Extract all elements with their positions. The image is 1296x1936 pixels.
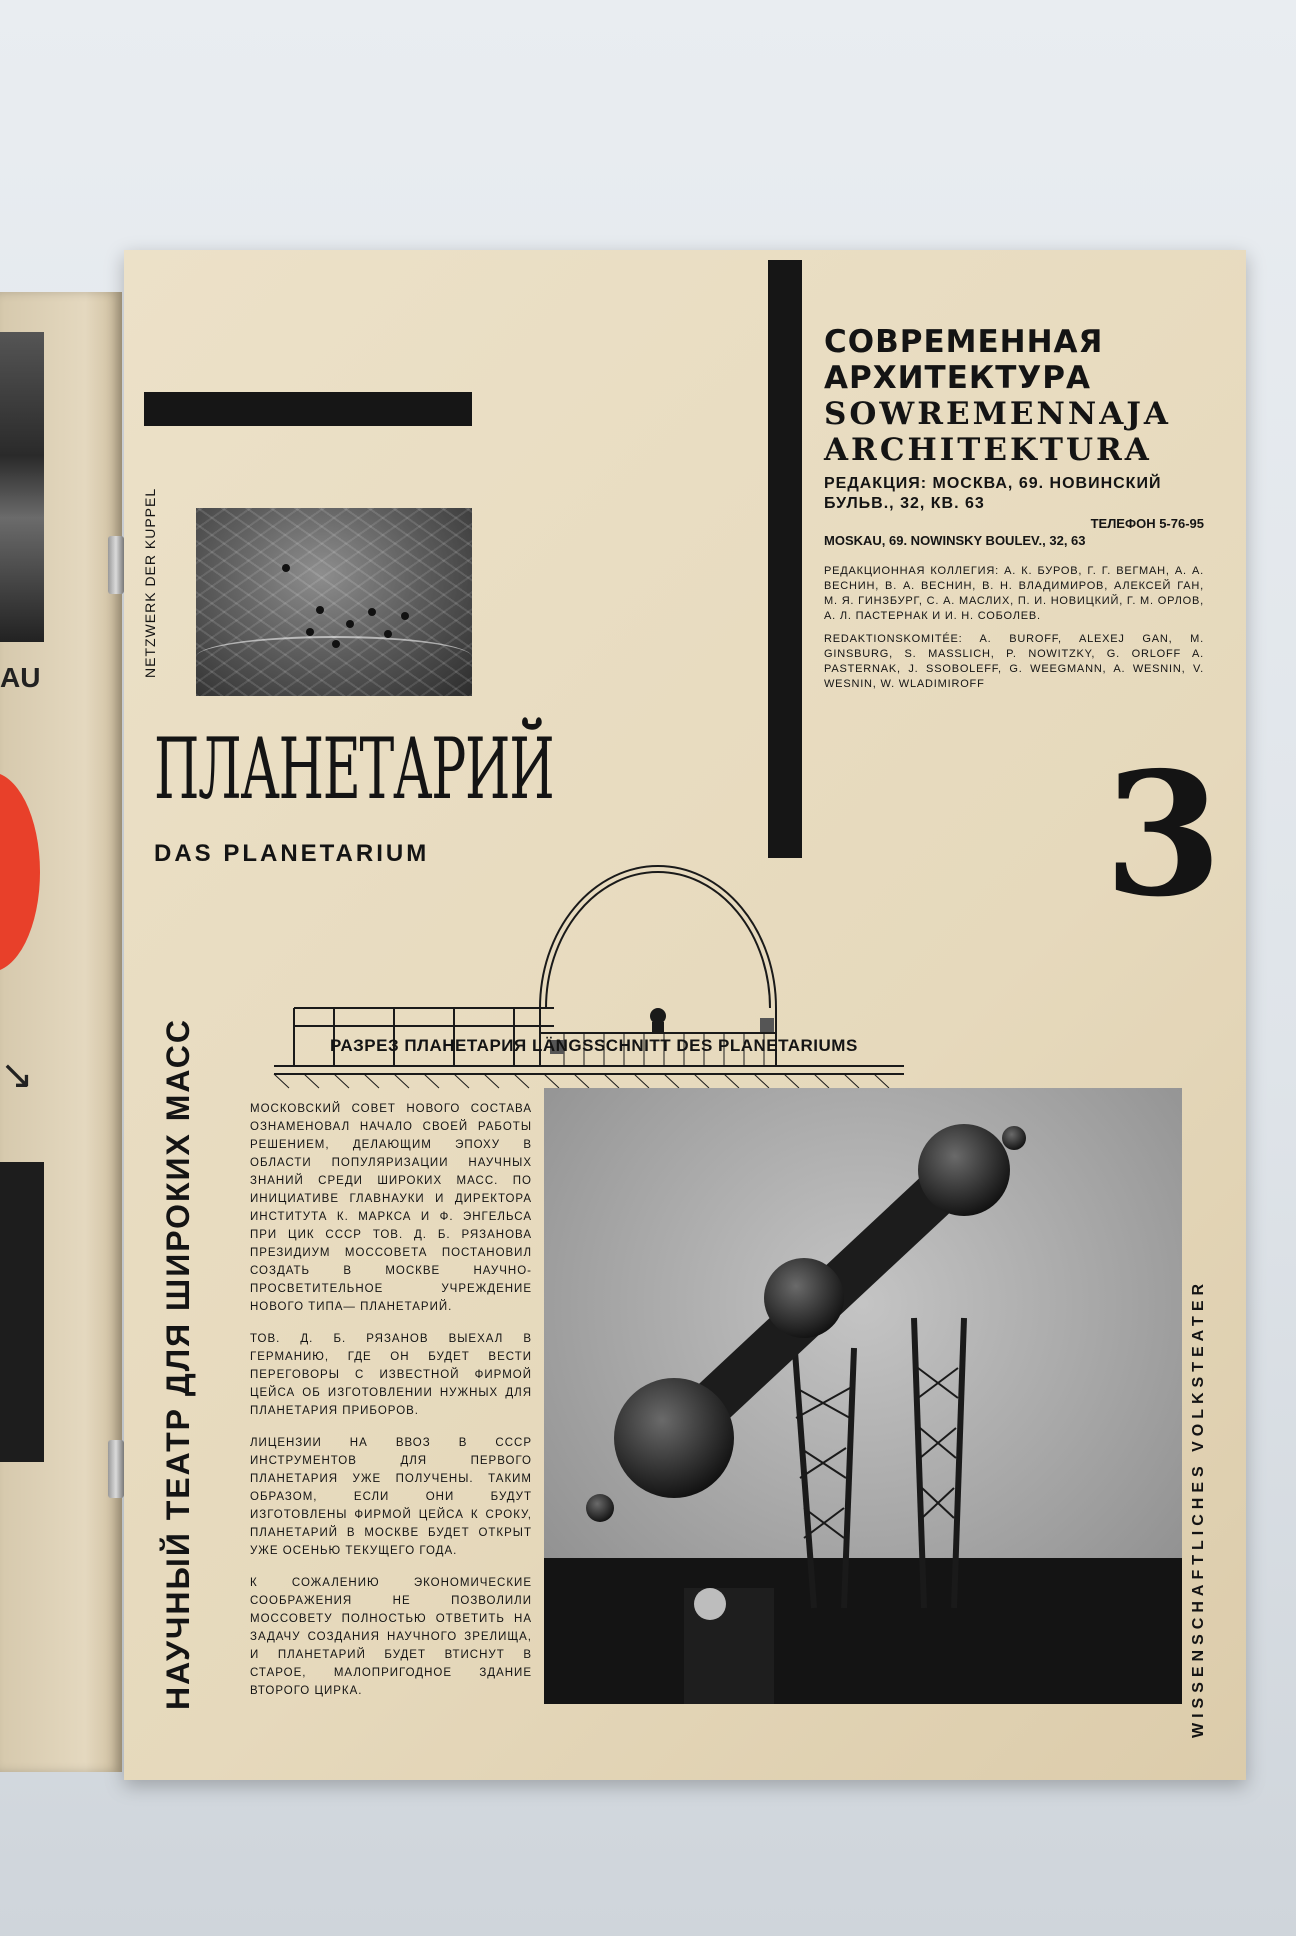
vertical-black-bar [768, 260, 802, 858]
masthead-title-ru-2: АРХИТЕКТУРА [824, 360, 1091, 396]
section-caption: РАЗРЕЗ ПЛАНЕТАРИЯ LÄNGSSCHNITT DES PLANETARIUMS [330, 1036, 858, 1055]
article-paragraph: К СОЖАЛЕНИЮ ЭКОНОМИЧЕСКИЕ СООБРАЖЕНИЯ НЕ ПОЗВОЛИЛИ МОССОВЕТУ ПОЛНОСТЬЮ ОТВЕТИТЬ НА ЗАДАЧУ СОЗДАНИЯ НАУЧНОГО ЗРЕЛИЩА, И ПЛАНЕТАРИЙ БУДЕТ ВТИСНУТ В СТАРОЕ, МАЛОПРИГОДНОЕ ЗДАНИЕ ВТОРОГО ЦИРКА. [250, 1577, 532, 1697]
previous-page-fragment-text: AU [0, 662, 41, 693]
side-title-vertical: НАУЧНЫЙ ТЕАТР ДЛЯ ШИРОКИХ МАСС [160, 1018, 196, 1710]
staple-top [108, 536, 124, 594]
masthead-title-lat-2: ARCHITEKTURA [824, 432, 1152, 468]
previous-page-photo [0, 332, 44, 642]
article-body [250, 1100, 532, 1714]
editorial-board-ru: РЕДАКЦИОННАЯ КОЛЛЕГИЯ: А. К. БУРОВ, Г. Г. ВЕГМАН, А. А. ВЕСНИН, В. А. ВЕСНИН, В. Н. ВЛАДИМИРОВ, АЛЕКСЕЙ ГАН, М. Я. ГИНЗБУРГ, С. А. МАСЛИХ, П. И. НОВИЦКИЙ, Г. М. ОРЛОВ, А. Л. ПАСТЕРНАК И И. Н. СОБОЛЕВ. [824, 565, 1204, 622]
article-title-de: DAS PLANETARIUM [154, 840, 430, 867]
masthead-title-ru-1: СОВРЕМЕННАЯ [824, 324, 1104, 360]
masthead-title-lat-1: SOWREMENNAJA [824, 396, 1171, 432]
editorial-board-de: REDAKTIONSKOMITÉE: A. BUROFF, ALEXEJ GAN, M. GINSBURG, S. MASSLICH, P. NOWITZKY, G. ORLOFF A. PASTERNAK, J. SSOBOLEFF, G. WEEGMANN, A. WESNIN, V. WESNIN, W. WLADIMIROFF [824, 633, 1204, 690]
editorial-address-de: MOSKAU, 69. NOWINSKY BOULEV., 32, 63 [824, 533, 1086, 548]
article-paragraph: ТОВ. Д. Б. РЯЗАНОВ ВЫЕХАЛ В ГЕРМАНИЮ, ГДЕ ОН БУДЕТ ВЕСТИ ПЕРЕГОВОРЫ С ИЗВЕСТНОЙ ФИРМОЙ ЦЕЙСА ОБ ИЗГОТОВЛЕНИИ НУЖНЫХ ДЛЯ ПЛАНЕТАРИЯ ПРИБОРОВ. [250, 1333, 532, 1417]
phone-number: ТЕЛЕФОН 5-76-95 [1090, 516, 1204, 531]
article-title-ru: ПЛАНЕТАРИЙ [154, 720, 554, 818]
issue-number: 3 [1104, 735, 1223, 935]
previous-page [0, 292, 122, 1772]
zeiss-projector-photo [544, 1088, 1182, 1704]
dome-network-photo [196, 508, 472, 696]
previous-page-photo-dark [0, 1162, 44, 1462]
editorial-address-ru: РЕДАКЦИЯ: МОСКВА, 69. НОВИНСКИЙ БУЛЬВ., 32, КВ. 63 [824, 475, 1162, 512]
planetarium-section-drawing [264, 778, 944, 1108]
article-paragraph: ЛИЦЕНЗИИ НА ВВОЗ В СССР ИНСТРУМЕНТОВ ДЛЯ ПЕРВОГО ПЛАНЕТАРИЯ УЖЕ ПОЛУЧЕНЫ. ТАКИМ ОБРАЗОМ, ЕСЛИ ОНИ БУДУТ ИЗГОТОВЛЕНЫ ФИРМОЙ ЦЕЙСА К СРОКУ, ПЛАНЕТАРИЙ В МОСКВЕ БУДЕТ ОТКРЫТ УЖЕ ОСЕНЬЮ ТЕКУЩЕГО ГОДА. [250, 1437, 532, 1557]
masthead [824, 324, 1204, 692]
staple-bottom [108, 1440, 124, 1498]
red-circle-graphic [0, 772, 40, 972]
article-paragraph: МОСКОВСКИЙ СОВЕТ НОВОГО СОСТАВА ОЗНАМЕНОВАЛ НАЧАЛО СВОЕЙ РАБОТЫ РЕШЕНИЕМ, ДЕЛАЮЩИМ ЭПОХУ В ОБЛАСТИ ПОПУЛЯРИЗАЦИИ НАУЧНЫХ ЗНАНИЙ СРЕДИ ШИРОКИХ МАСС. ПО ИНИЦИАТИВЕ ГЛАВНАУКИ И ДИРЕКТОРА ИНСТИТУТА К. МАРКСА И Ф. ЭНГЕЛЬСА ПРИ ЦИК СССР ТОВ. Д. Б. РЯЗАНОВА ПРЕЗИДИУМ МОССОВЕТА ПОСТАНОВИЛ СОЗДАТЬ В МОСКВЕ НАУЧНО-ПРОСВЕТИТЕЛЬНОЕ УЧРЕЖДЕНИЕ НОВОГО ТИПА— ПЛАНЕТАРИЙ. [250, 1103, 532, 1313]
magazine-page [124, 250, 1246, 1780]
horizontal-black-bar [144, 392, 472, 426]
right-vertical-caption: WISSENSCHAFTLICHES VOLKSTEATER [1190, 1278, 1207, 1738]
arrow-icon: ↘ [0, 1053, 34, 1097]
photo-caption-vertical: NETZWERK DER KUPPEL [142, 487, 158, 678]
